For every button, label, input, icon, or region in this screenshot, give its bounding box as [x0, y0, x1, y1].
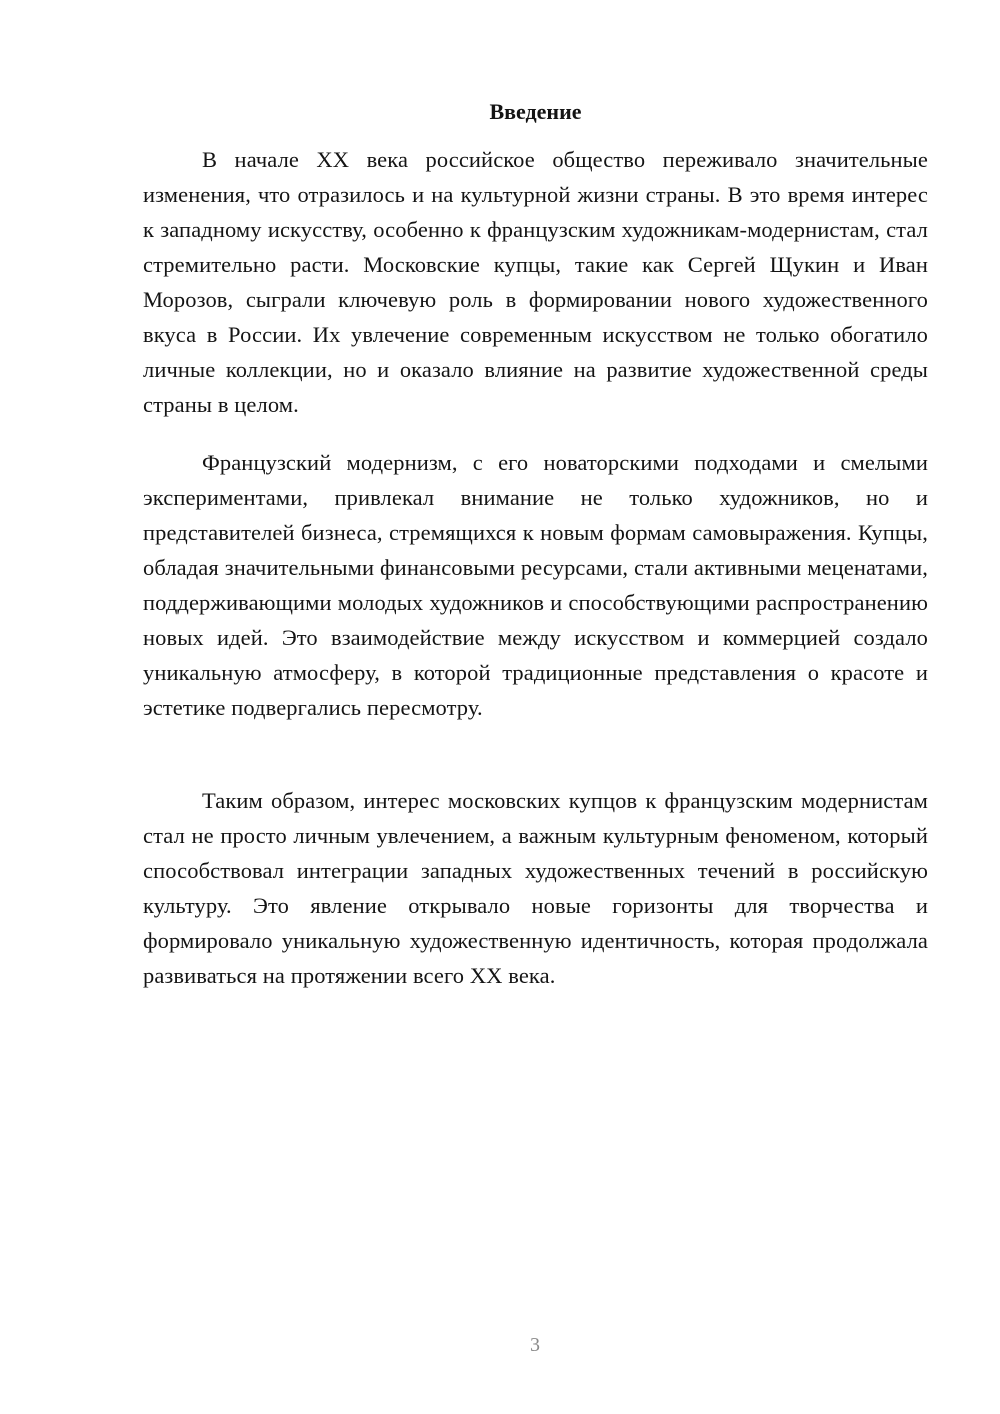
paragraph-2: Французский модернизм, с его новаторскими подходами и смелыми экспериментами, привлекал внимание не только художников, но и представителей бизнеса, стремящихся к новым формам самовыражения. Купцы, обладая значительными финансовыми ресурсами, стали активными меценатами, поддерживающими молодых художников и способствующими распространению новых идей. Это взаимодействие между искусством и коммерцией создало уникальную атмосферу, в которой традиционные представления о красоте и эстетике подвергались пересмотру.: [143, 450, 928, 720]
page-number: 3: [530, 1334, 540, 1356]
paragraph-3: Таким образом, интерес московских купцов к французским модернистам стал не просто личным увлечением, а важным культурным феноменом, который способствовал интеграции западных художественных течений в российскую культуру. Это явление открывало новые горизонты для творчества и формировало уникальную художественную идентичность, которая продолжала развиваться на протяжении всего XX века.: [143, 788, 928, 988]
section-title: Введение: [489, 99, 582, 124]
paragraph-1: В начале XX века российское общество переживало значительные изменения, что отразилось и на культурной жизни страны. В это время интерес к западному искусству, особенно к французским художникам-модернистам, стал стремительно расти. Московские купцы, такие как Сергей Щукин и Иван Морозов, сыграли ключевую роль в формировании нового художественного вкуса в России. Их увлечение современным искусством не только обогатило личные коллекции, но и оказало влияние на развитие художественной среды страны в целом.: [143, 147, 928, 417]
